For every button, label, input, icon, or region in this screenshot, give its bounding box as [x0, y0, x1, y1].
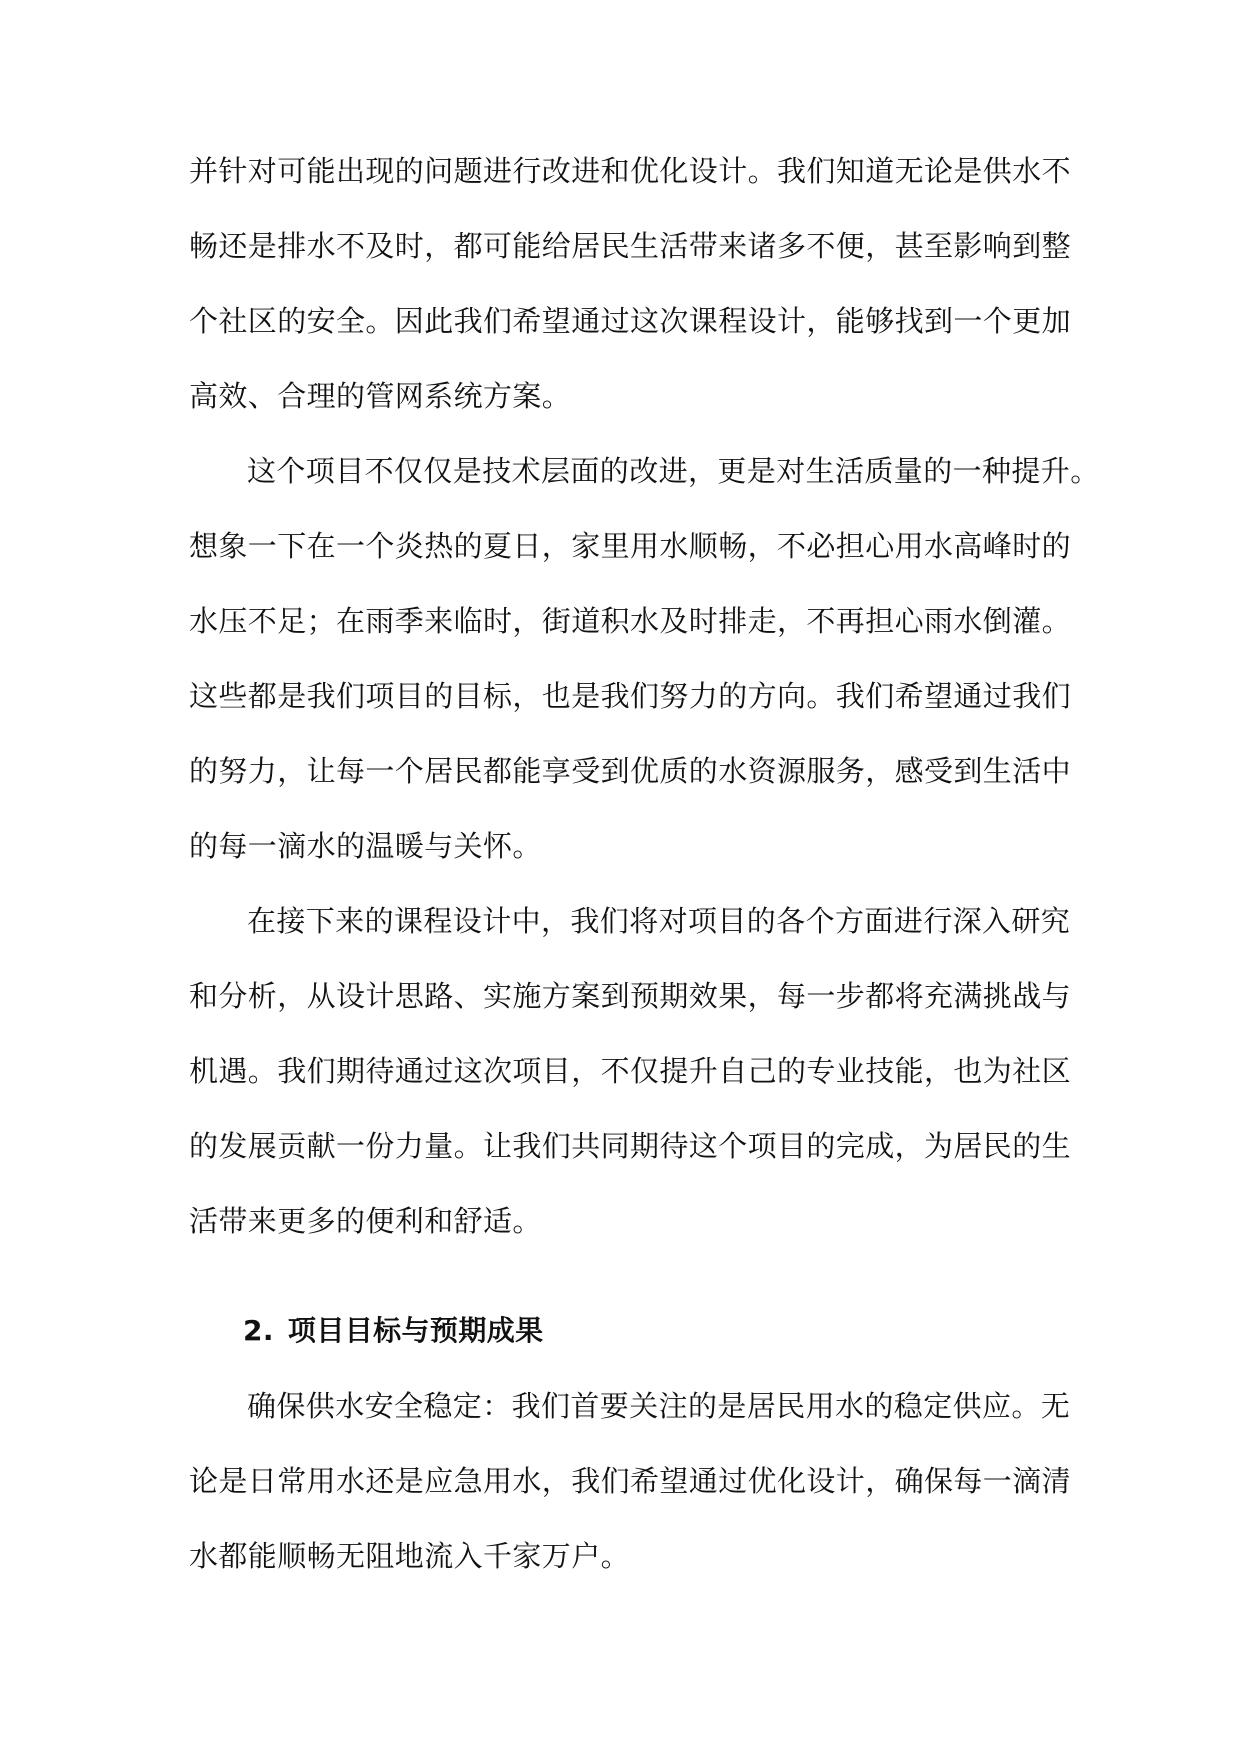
- paragraph-1-line-1: 并针对可能出现的问题进行改进和优化设计。我们知道无论是供水不: [189, 154, 1072, 188]
- paragraph-3-line-2: 和分析，从设计思路、实施方案到预期效果，每一步都将充满挑战与: [189, 979, 1072, 1013]
- paragraph-3-line-1: 在接下来的课程设计中，我们将对项目的各个方面进行深入研究: [247, 904, 1071, 938]
- paragraph-1-line-3: 个社区的安全。因此我们希望通过这次课程设计，能够找到一个更加: [189, 304, 1072, 338]
- paragraph-2-line-6: 的每一滴水的温暖与关怀。: [189, 829, 542, 863]
- paragraph-1-line-4: 高效、合理的管网系统方案。: [189, 379, 572, 413]
- paragraph-2-line-4: 这些都是我们项目的目标，也是我们努力的方向。我们希望通过我们: [189, 679, 1072, 713]
- section-heading: [243, 1306, 1123, 1356]
- paragraph-3-line-5: 活带来更多的便利和舒适。: [189, 1204, 542, 1238]
- paragraph-3-line-3: 机遇。我们期待通过这次项目，不仅提升自己的专业技能，也为社区: [189, 1054, 1072, 1088]
- paragraph-2-line-2: 想象一下在一个炎热的夏日，家里用水顺畅，不必担心用水高峰时的: [189, 529, 1072, 563]
- paragraph-2-line-5: 的努力，让每一个居民都能享受到优质的水资源服务，感受到生活中: [189, 754, 1072, 788]
- section-title: 项目目标与预期成果: [287, 1314, 544, 1347]
- paragraph-3-line-4: 的发展贡献一份力量。让我们共同期待这个项目的完成，为居民的生: [189, 1129, 1072, 1163]
- paragraph-2-line-1: 这个项目不仅仅是技术层面的改进，更是对生活质量的一种提升。: [247, 454, 1100, 488]
- section-paragraph-line-3: 水都能顺畅无阻地流入千家万户。: [189, 1539, 631, 1573]
- paragraph-1-line-2: 畅还是排水不及时，都可能给居民生活带来诸多不便，甚至影响到整: [189, 229, 1072, 263]
- section-paragraph-line-2: 论是日常用水还是应急用水，我们希望通过优化设计，确保每一滴清: [189, 1464, 1072, 1498]
- section-paragraph-line-1: 确保供水安全稳定：我们首要关注的是居民用水的稳定供应。无: [247, 1389, 1071, 1423]
- paragraph-2-line-3: 水压不足；在雨季来临时，街道积水及时排走，不再担心雨水倒灌。: [189, 604, 1072, 638]
- section-number: 2.: [243, 1314, 274, 1347]
